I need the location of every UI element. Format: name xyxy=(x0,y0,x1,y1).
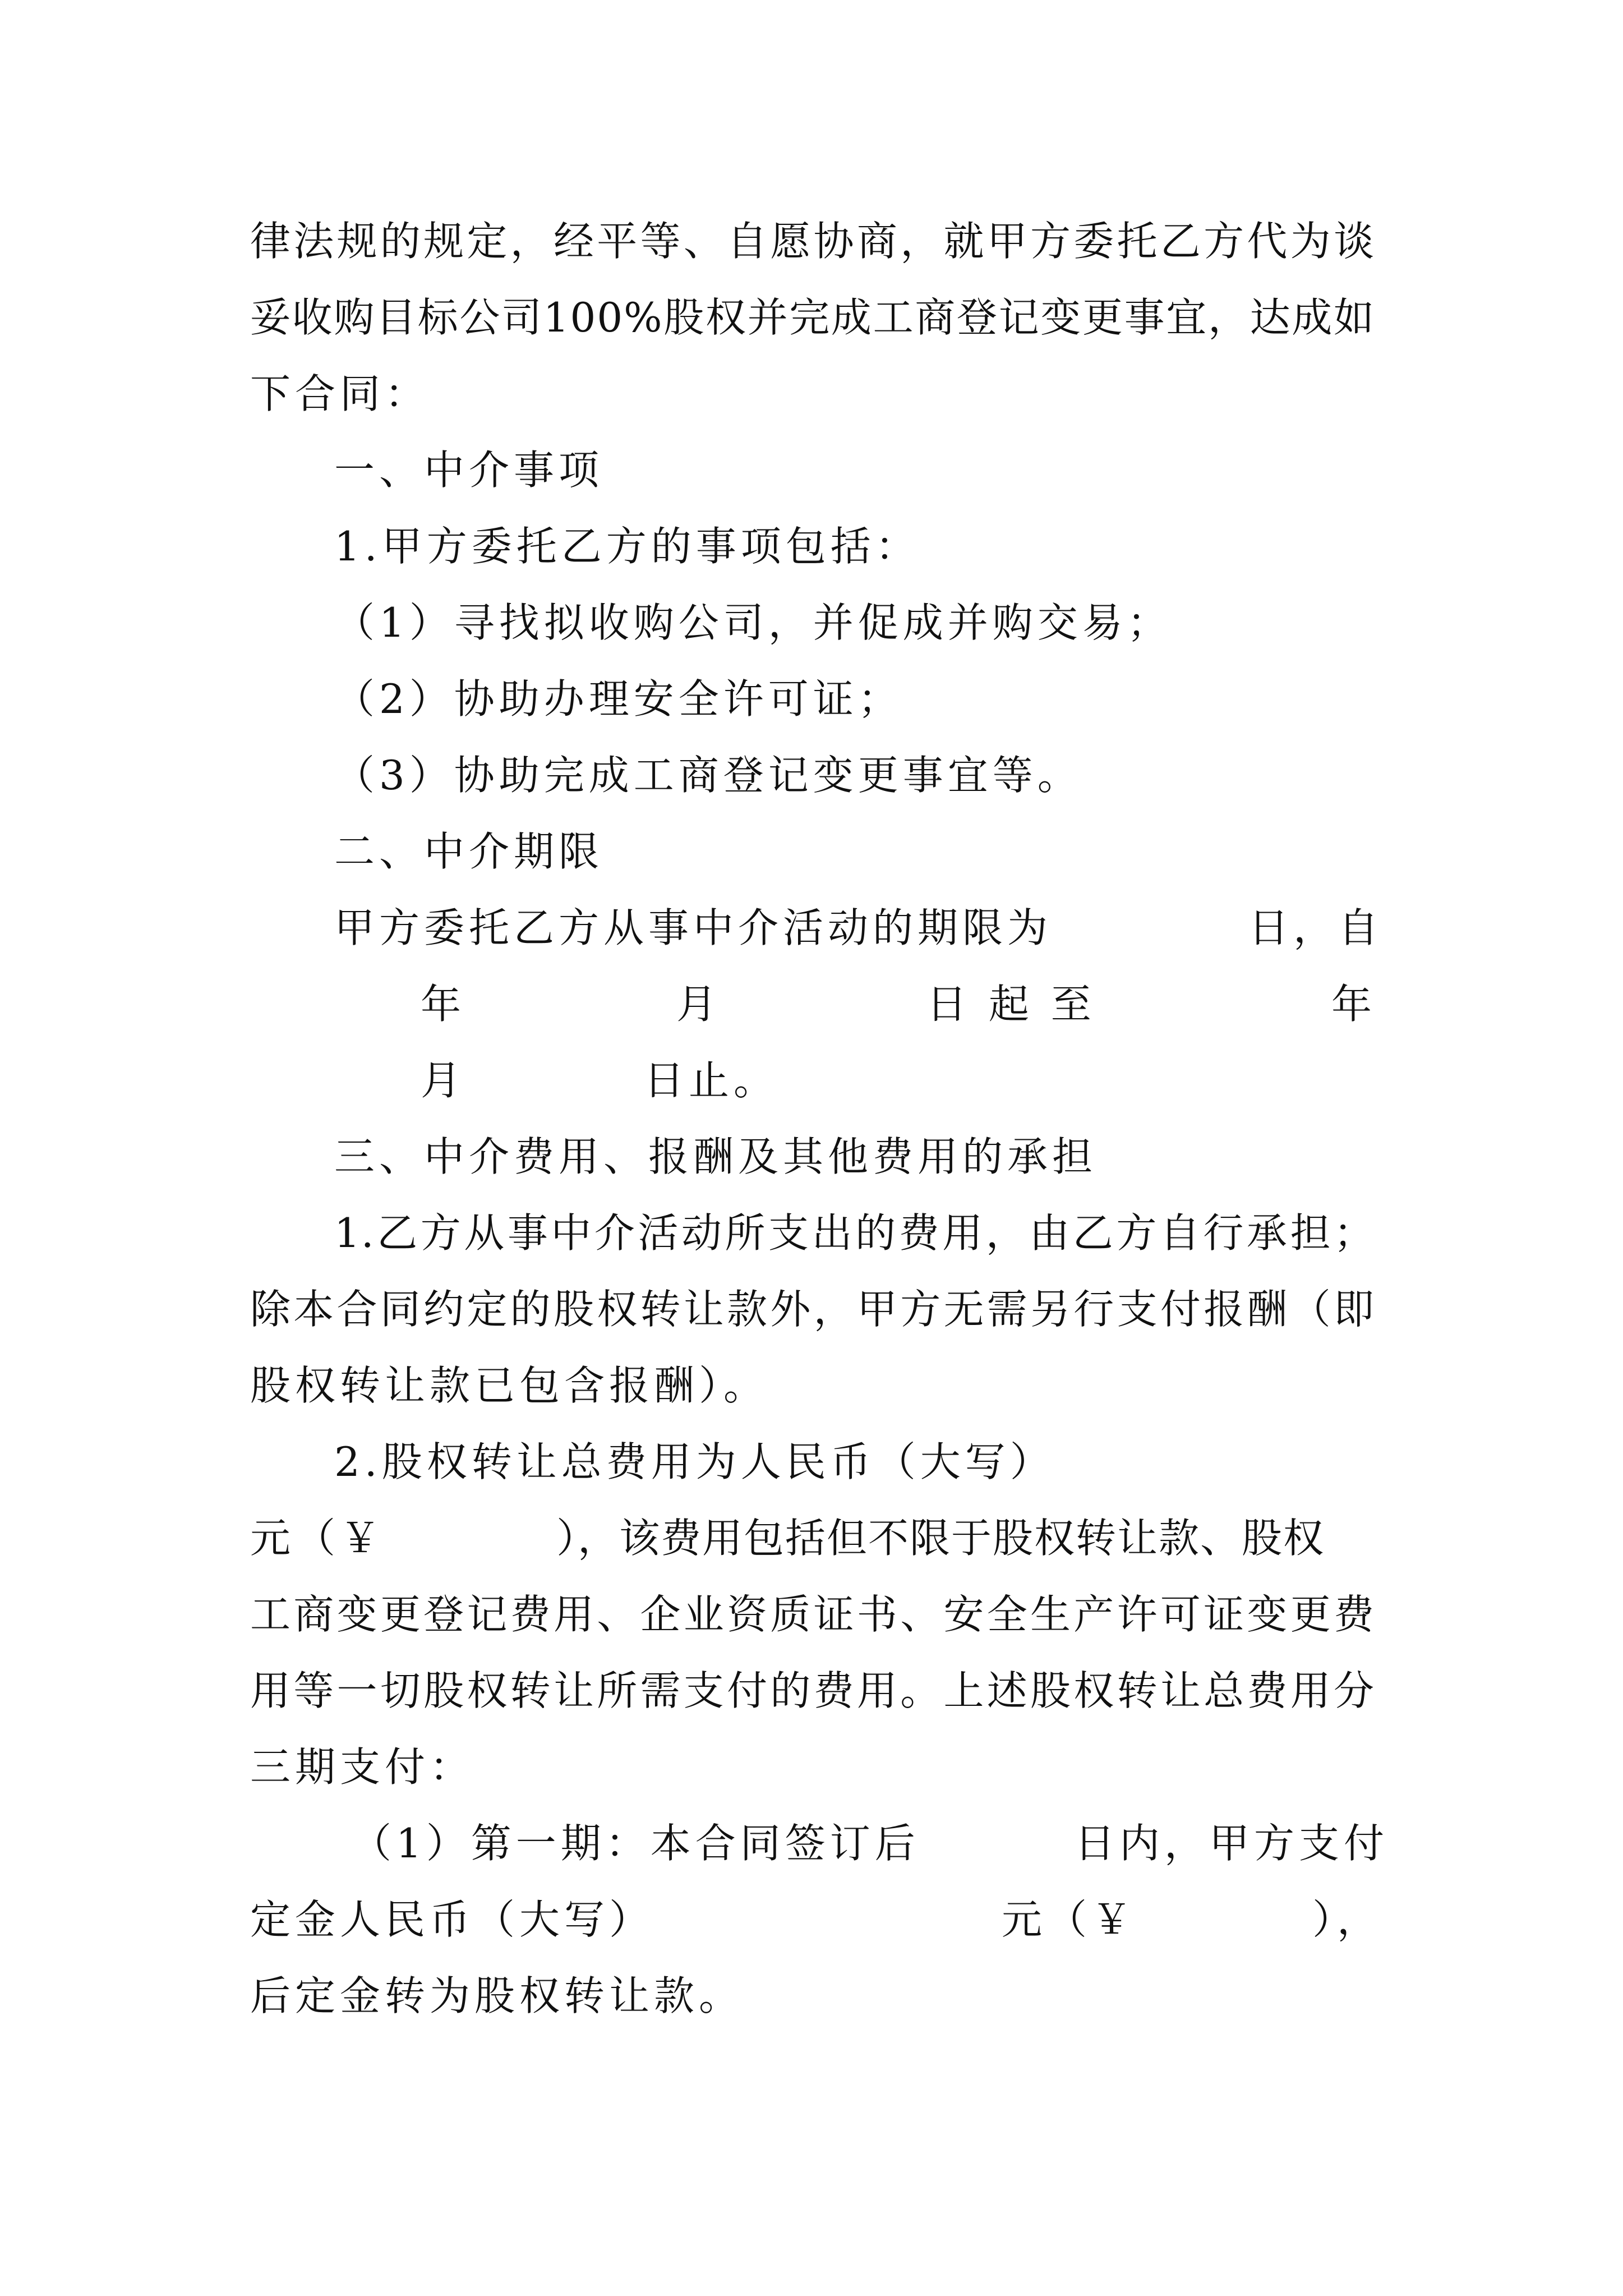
text-line xyxy=(0,1424,1623,1500)
text-line xyxy=(0,661,1623,737)
section-heading xyxy=(0,1119,1623,1195)
deposit-amount-close: ）， xyxy=(1312,1896,1382,1943)
text-line xyxy=(0,585,1623,661)
blank-month-to-label: 月 xyxy=(421,1057,466,1104)
fees-para2-line5: 三期支付： xyxy=(250,1743,475,1791)
fees-para1-line1: 1.乙方从事中介活动所支出的费用，由乙方自行承担； xyxy=(334,1209,1375,1257)
subitem-2: （2）协助办理安全许可证； xyxy=(334,675,903,723)
installment1-payment: 日内，甲方支付 xyxy=(1075,1820,1389,1867)
fees-para1-line3: 股权转让款已包含报酬）。 xyxy=(250,1362,769,1409)
text-line xyxy=(0,1576,1623,1653)
deposit-conversion: 后定金转为股权转让款。 xyxy=(250,1972,744,2019)
term-day-text: 日，自 xyxy=(1248,904,1384,951)
deposit-amount-label: 元（￥ xyxy=(1002,1896,1137,1943)
fees-para1-line2: 除本合同约定的股权转让款外，甲方无需另行支付报酬（即 xyxy=(250,1286,1375,1333)
line-law-basis: 律法规的规定，经平等、自愿协商，就甲方委托乙方代为谈 xyxy=(250,218,1375,265)
text-line xyxy=(0,1805,1623,1881)
text-line xyxy=(0,508,1623,585)
section1-title: 一、中介事项 xyxy=(334,447,604,494)
item-1-heading: 1.甲方委托乙方的事项包括： xyxy=(334,523,920,570)
line-acquisition: 妥收购目标公司100%股权并完成工商登记变更事宜，达成如 xyxy=(250,294,1375,341)
section-heading xyxy=(0,432,1623,508)
fees-para2-line1: 2.股权转让总费用为人民币（大写） xyxy=(334,1438,1055,1485)
subitem-3: （3）协助完成工商登记变更事宜等。 xyxy=(334,752,1082,799)
text-line xyxy=(0,1729,1623,1805)
text-line xyxy=(0,1347,1623,1424)
blank-day-from-label: 日 起 至 xyxy=(926,981,1096,1028)
subitem-1: （1）寻找拟收购公司，并促成并购交易； xyxy=(334,599,1172,646)
blank-year-to-label: 年 xyxy=(1331,981,1377,1028)
line-contract-intro: 下合同： xyxy=(250,370,430,417)
text-line xyxy=(0,1500,1623,1576)
text-line xyxy=(0,890,1623,966)
section2-title: 二、中介期限 xyxy=(334,828,604,875)
installment1-text: （1）第一期：本合同签订后 xyxy=(351,1820,920,1867)
blank-year-label: 年 xyxy=(421,981,466,1028)
section3-title: 三、中介费用、报酬及其他费用的承担 xyxy=(334,1133,1098,1180)
fees-amount-label: 元（￥ xyxy=(250,1515,385,1562)
text-line xyxy=(0,1195,1623,1271)
fees-para2-line2: ），该费用包括但不限于股权转让款、股权 xyxy=(556,1515,1325,1562)
fees-para2-line3: 工商变更登记费用、企业资质证书、安全生产许可证变更费 xyxy=(250,1591,1375,1638)
text-line xyxy=(0,279,1623,356)
blank-day-to-label: 日止。 xyxy=(644,1057,779,1104)
fees-para2-line4: 用等一切股权转让所需支付的费用。上述股权转让总费用分 xyxy=(250,1667,1375,1714)
section-heading xyxy=(0,813,1623,890)
text-line xyxy=(0,203,1623,279)
deposit-label: 定金人民币（大写） xyxy=(250,1896,654,1943)
text-line xyxy=(0,966,1623,1042)
text-line xyxy=(0,1881,1623,1958)
blank-month-label: 月 xyxy=(676,981,722,1028)
text-line xyxy=(0,1958,1623,2034)
text-line xyxy=(0,1271,1623,1347)
text-line xyxy=(0,356,1623,432)
text-line xyxy=(0,1042,1623,1119)
text-line xyxy=(0,1653,1623,1729)
text-line xyxy=(0,737,1623,813)
term-text: 甲方委托乙方从事中介活动的期限为 xyxy=(334,904,1053,951)
